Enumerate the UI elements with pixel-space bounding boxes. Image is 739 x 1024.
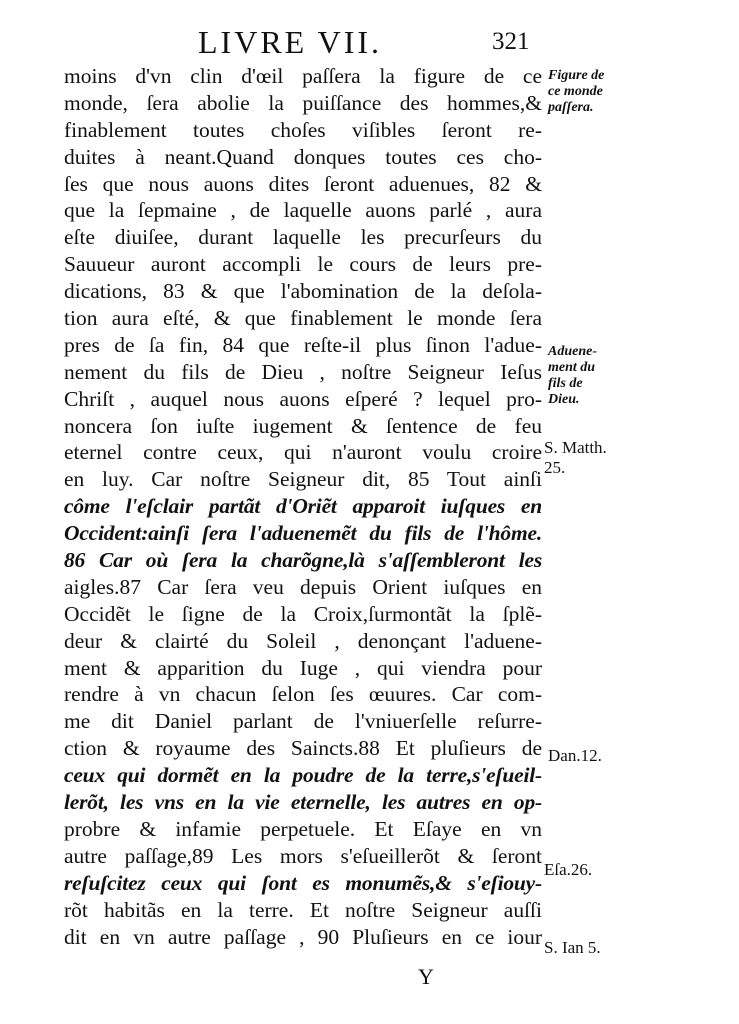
scripture-quote-line: 86 Car où ſera la charõgne,là s'aſſembleront les <box>64 548 542 573</box>
text-line: dications, 83 & que l'abomination de la deſola- <box>64 279 542 304</box>
reference-line: 25. <box>544 458 566 477</box>
margin-note-advent <box>548 344 597 408</box>
reference-matthew <box>544 438 607 478</box>
text-line: eſte diuiſee, durant laquelle les precurſeurs du <box>64 225 542 250</box>
text-line: Occidẽt le ſigne de la Croix,ſurmontãt la ſplẽ- <box>64 601 542 626</box>
text-line: moins d'vn clin d'œil paſſera la figure de ce <box>64 64 542 88</box>
text-line: deur & clairté du Soleil , denonçant l'aduene- <box>64 628 542 653</box>
text-line: noncera ſon iuſte iugement & ſentence de feu <box>64 413 542 438</box>
margin-note-line: Aduene- <box>548 344 597 359</box>
reference-line: S. Matth. <box>544 438 607 457</box>
text-line: tion aura eſté, & que finablement le monde ſera <box>64 306 542 331</box>
page-header <box>0 22 739 62</box>
text-line: finablement toutes choſes viſibles ſeront re- <box>64 117 542 142</box>
text-line: autre paſſage,89 Les mors s'eſueillerõt & ſeront <box>64 843 542 868</box>
reference-line: S. Ian 5. <box>544 938 601 957</box>
reference-daniel <box>548 746 602 766</box>
text-line: ction & royaume des Saincts.88 Et pluſieurs de <box>64 736 542 761</box>
text-line: ment & apparition du Iuge , qui viendra pour <box>64 655 542 680</box>
text-line: Sauueur auront accompli le cours de leurs pre- <box>64 252 542 277</box>
margin-note-line: ment du <box>548 360 596 375</box>
text-line: duites à neant.Quand donques toutes ces cho- <box>64 144 542 169</box>
text-line: ſes que nous auons dites ſeront aduenues, 82 & <box>64 171 542 196</box>
text-line: rendre à vn chacun ſelon ſes œuures. Car com- <box>64 682 542 707</box>
page-number: 321 <box>492 28 530 55</box>
text-line: monde, ſera abolie la puiſſance des hommes,& <box>64 90 542 115</box>
signature-mark: Y <box>418 964 434 989</box>
scripture-quote-line: ceux qui dormẽt en la poudre de la terre,s'eſueil- <box>64 763 542 788</box>
margin-note-line: paſſera. <box>548 100 594 115</box>
running-title: LIVRE VII. <box>198 24 383 60</box>
text-line: Chriſt , auquel nous auons eſperé ? lequel pro- <box>64 386 542 411</box>
body-text <box>64 63 542 950</box>
text-line: que la ſepmaine , de laquelle auons parlé , aura <box>64 198 542 223</box>
scripture-quote-line: côme l'eſclair partãt d'Oriẽt apparoit iuſques en <box>64 494 542 519</box>
text-line: pres de ſa fin, 84 que reſte-il plus ſinon l'adue- <box>64 332 542 357</box>
text-line: en luy. Car noſtre Seigneur dit, 85 Tout ainſi <box>64 467 542 492</box>
reference-line: Eſa.26. <box>544 860 593 879</box>
margin-note-line: Figure de <box>548 68 605 83</box>
margin-note-figure <box>548 68 604 116</box>
margin-note-line: fils de <box>548 376 583 391</box>
scripture-quote-line: reſuſcitez ceux qui ſont es monumẽs,& s'eſiouy- <box>64 870 542 895</box>
text-line: eternel contre ceux, qui n'auront voulu croire <box>64 440 542 465</box>
margin-note-line: ce monde <box>548 84 603 99</box>
text-line: me dit Daniel parlant de l'vniuerſelle reſurre- <box>64 709 542 734</box>
text-line: dit en vn autre paſſage , 90 Pluſieurs en ce iour <box>64 924 542 949</box>
reference-john <box>544 938 601 958</box>
scripture-quote-line: lerõt, les vns en la vie eternelle, les autres en op- <box>64 790 542 815</box>
margin-note-line: Dieu. <box>548 392 580 407</box>
text-line: nement du fils de Dieu , noſtre Seigneur Ieſus <box>64 359 542 384</box>
reference-line: Dan.12. <box>548 746 602 765</box>
text-line: rõt habitãs en la terre. Et noſtre Seigneur auſſi <box>64 897 542 922</box>
text-line: probre & infamie perpetuele. Et Eſaye en vn <box>64 816 542 841</box>
scripture-quote-line: Occident:ainſi ſera l'aduenemẽt du fils de l'hôme. <box>64 521 542 546</box>
text-line: aigles.87 Car ſera veu depuis Orient iuſques en <box>64 574 542 599</box>
reference-isaiah <box>544 860 592 880</box>
